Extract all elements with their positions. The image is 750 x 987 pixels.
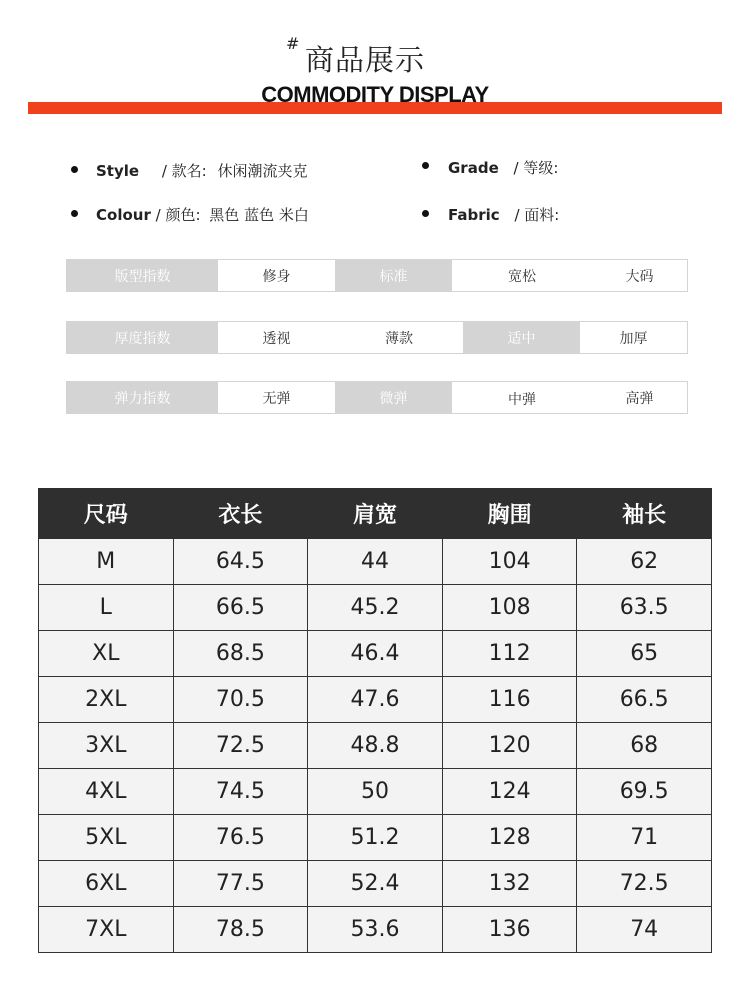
thickness-index-row (66, 321, 688, 354)
table-cell: 108 (442, 585, 577, 631)
table-row (39, 585, 712, 631)
info-key: Style (96, 162, 140, 180)
table-cell: 66.5 (173, 585, 308, 631)
index-option: 宽松 (508, 268, 536, 285)
table-cell: 46.4 (308, 631, 443, 677)
column-header: 袖长 (577, 489, 712, 539)
table-cell: 51.2 (308, 815, 443, 861)
info-key: Grade (448, 159, 499, 177)
table-cell: 4XL (39, 769, 174, 815)
index-option: 薄款 (385, 330, 413, 347)
index-option: 高弹 (625, 390, 654, 407)
table-cell: 53.6 (308, 907, 443, 953)
column-header: 肩宽 (308, 489, 443, 539)
index-option-selected: 微弹 (335, 382, 452, 413)
table-row (39, 861, 712, 907)
elasticity-index-row (66, 381, 688, 414)
table-cell: 47.6 (308, 677, 443, 723)
bullet-icon (422, 210, 429, 217)
table-cell: 70.5 (173, 677, 308, 723)
index-option: 大码 (625, 268, 654, 285)
index-option: 加厚 (619, 330, 648, 347)
table-cell: 68 (577, 723, 712, 769)
table-cell: 74.5 (173, 769, 308, 815)
table-cell: XL (39, 631, 174, 677)
index-option: 修身 (262, 268, 291, 285)
index-label: 厚度指数 (67, 322, 218, 353)
table-cell: 74 (577, 907, 712, 953)
fit-index-row (66, 259, 688, 292)
info-key: Fabric (448, 206, 500, 224)
table-cell: 77.5 (173, 861, 308, 907)
table-cell: 124 (442, 769, 577, 815)
table-cell: 116 (442, 677, 577, 723)
column-header: 胸围 (442, 489, 577, 539)
index-option-selected: 适中 (463, 322, 580, 353)
table-cell: 71 (577, 815, 712, 861)
bullet-icon (422, 162, 429, 169)
index-option: 无弹 (262, 390, 291, 407)
table-cell: 2XL (39, 677, 174, 723)
table-cell: 68.5 (173, 631, 308, 677)
info-label: / 面料: (514, 206, 560, 224)
table-row (39, 539, 712, 585)
table-cell: 64.5 (173, 539, 308, 585)
table-cell: 78.5 (173, 907, 308, 953)
table-cell: 65 (577, 631, 712, 677)
table-cell: 128 (442, 815, 577, 861)
table-cell: 50 (308, 769, 443, 815)
info-grade (448, 157, 558, 178)
table-cell: 7XL (39, 907, 174, 953)
table-cell: 44 (308, 539, 443, 585)
table-cell: 48.8 (308, 723, 443, 769)
info-style (96, 160, 308, 181)
page-title: 商品展示 (305, 43, 426, 77)
info-value: 休闲潮流夹克 (217, 162, 308, 180)
index-label: 弹力指数 (67, 382, 218, 413)
bullet-icon (71, 166, 78, 173)
info-label: / 等级: (513, 159, 559, 177)
table-cell: 66.5 (577, 677, 712, 723)
table-cell: 5XL (39, 815, 174, 861)
table-row (39, 907, 712, 953)
table-row (39, 815, 712, 861)
index-label: 版型指数 (67, 260, 218, 291)
table-cell: M (39, 539, 174, 585)
table-cell: 62 (577, 539, 712, 585)
index-option: 中弹 (508, 392, 536, 408)
info-fabric (448, 204, 559, 225)
table-row (39, 769, 712, 815)
info-value: 黑色 蓝色 米白 (209, 206, 309, 224)
table-cell: 120 (442, 723, 577, 769)
table-cell: 112 (442, 631, 577, 677)
info-colour (96, 204, 309, 225)
table-row (39, 677, 712, 723)
table-cell: 52.4 (308, 861, 443, 907)
table-cell: 72.5 (577, 861, 712, 907)
table-cell: 104 (442, 539, 577, 585)
table-cell: 132 (442, 861, 577, 907)
column-header: 尺码 (39, 489, 174, 539)
table-cell: 69.5 (577, 769, 712, 815)
table-row (39, 723, 712, 769)
info-key: Colour (96, 206, 151, 224)
table-cell: 72.5 (173, 723, 308, 769)
column-header: 衣长 (173, 489, 308, 539)
page-subtitle-text: COMMODITY DISPLAY (261, 82, 489, 107)
index-option: 透视 (262, 330, 291, 347)
page-subtitle (0, 82, 750, 108)
hash-mark: # (286, 34, 300, 53)
size-chart-table (38, 488, 712, 953)
info-label: / 颜色: (155, 206, 201, 224)
bullet-icon (71, 210, 78, 217)
index-option-selected: 标准 (335, 260, 452, 291)
table-cell: 136 (442, 907, 577, 953)
table-cell: 6XL (39, 861, 174, 907)
table-cell: 76.5 (173, 815, 308, 861)
info-label: / 款名: (161, 162, 207, 180)
table-cell: 63.5 (577, 585, 712, 631)
table-cell: 3XL (39, 723, 174, 769)
table-header-row (39, 489, 712, 539)
table-cell: L (39, 585, 174, 631)
table-row (39, 631, 712, 677)
table-cell: 45.2 (308, 585, 443, 631)
